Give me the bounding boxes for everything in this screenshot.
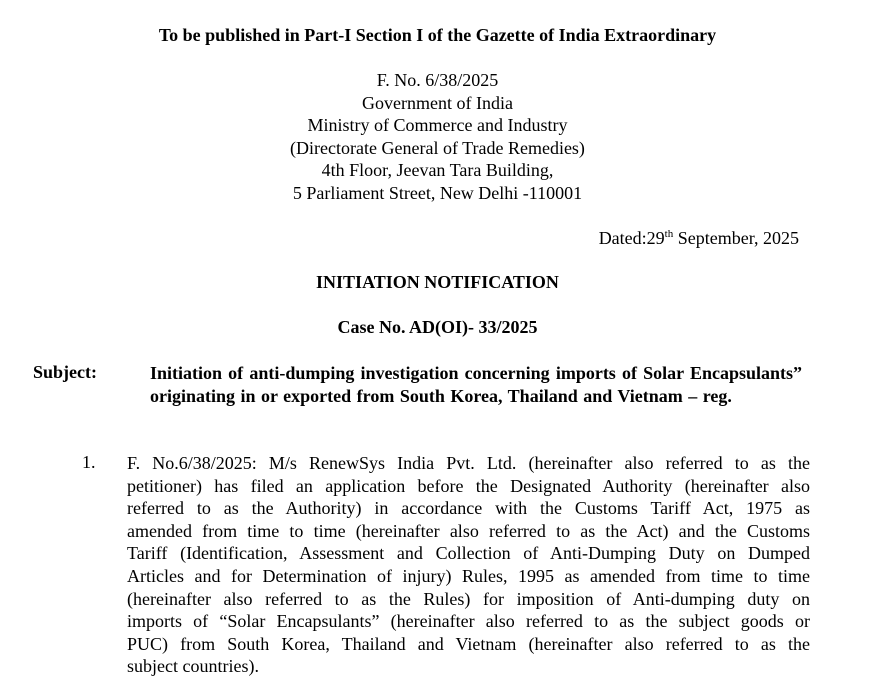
dated-line bbox=[599, 228, 799, 249]
subject-text: Initiation of anti-dumping investigation concerning imports of Solar Encapsulants” originating in or exported from South Korea, Thailand and Vietnam – reg. bbox=[150, 363, 802, 406]
paragraph-line: (hereinafter also referred to as the Rules) for imposition of Anti-dumping duty on bbox=[127, 588, 810, 609]
paragraph-line: Tariff (Identification, Assessment and Collection of Anti-Dumping Duty on Dumped bbox=[127, 543, 810, 564]
dated-rest: September, 2025 bbox=[673, 228, 799, 248]
government-name: Government of India bbox=[362, 92, 513, 113]
street-address: 5 Parliament Street, New Delhi -110001 bbox=[292, 182, 583, 203]
gazette-publication-note: To be published in Part-I Section I of the Gazette of India Extraordinary bbox=[158, 25, 717, 45]
subject-label: Subject: bbox=[33, 362, 97, 382]
paragraph-body bbox=[127, 452, 810, 678]
dated-prefix: Dated:29 bbox=[598, 228, 665, 248]
paragraph-line: F. No.6/38/2025: M/s RenewSys India Pvt. Ltd. (hereinafter also referred to as the bbox=[127, 453, 810, 473]
paragraph-line: subject countries). bbox=[127, 656, 259, 677]
dated-ordinal-suffix: th bbox=[664, 228, 674, 240]
directorate-name: (Directorate General of Trade Remedies) bbox=[290, 137, 585, 158]
paragraph-line: imports of “Solar Encapsulants” (hereinafter also referred to as the subject goods or bbox=[127, 611, 810, 632]
paragraph-line: PUC) from South Korea, Thailand and Vietnam (hereinafter also referred to as the bbox=[127, 633, 810, 654]
address-block bbox=[0, 69, 875, 205]
building-address: 4th Floor, Jeevan Tara Building, bbox=[321, 160, 554, 181]
paragraph-line: referred to as the Authority) in accordance with the Customs Tariff Act, 1975 as bbox=[127, 498, 810, 519]
case-number: Case No. AD(OI)- 33/2025 bbox=[337, 317, 538, 337]
paragraph-line: Articles and for Determination of injury) Rules, 1995 as amended from time to time bbox=[127, 565, 810, 586]
ministry-name: Ministry of Commerce and Industry bbox=[307, 115, 568, 136]
document-title: INITIATION NOTIFICATION bbox=[316, 272, 559, 292]
paragraph-line: amended from time to time (hereinafter also referred to as the Act) and the Customs bbox=[127, 520, 810, 541]
file-number: F. No. 6/38/2025 bbox=[376, 70, 499, 90]
paragraph-line: petitioner) has filed an application before the Designated Authority (hereinafter also bbox=[127, 475, 810, 496]
paragraph-number: 1. bbox=[82, 452, 96, 472]
